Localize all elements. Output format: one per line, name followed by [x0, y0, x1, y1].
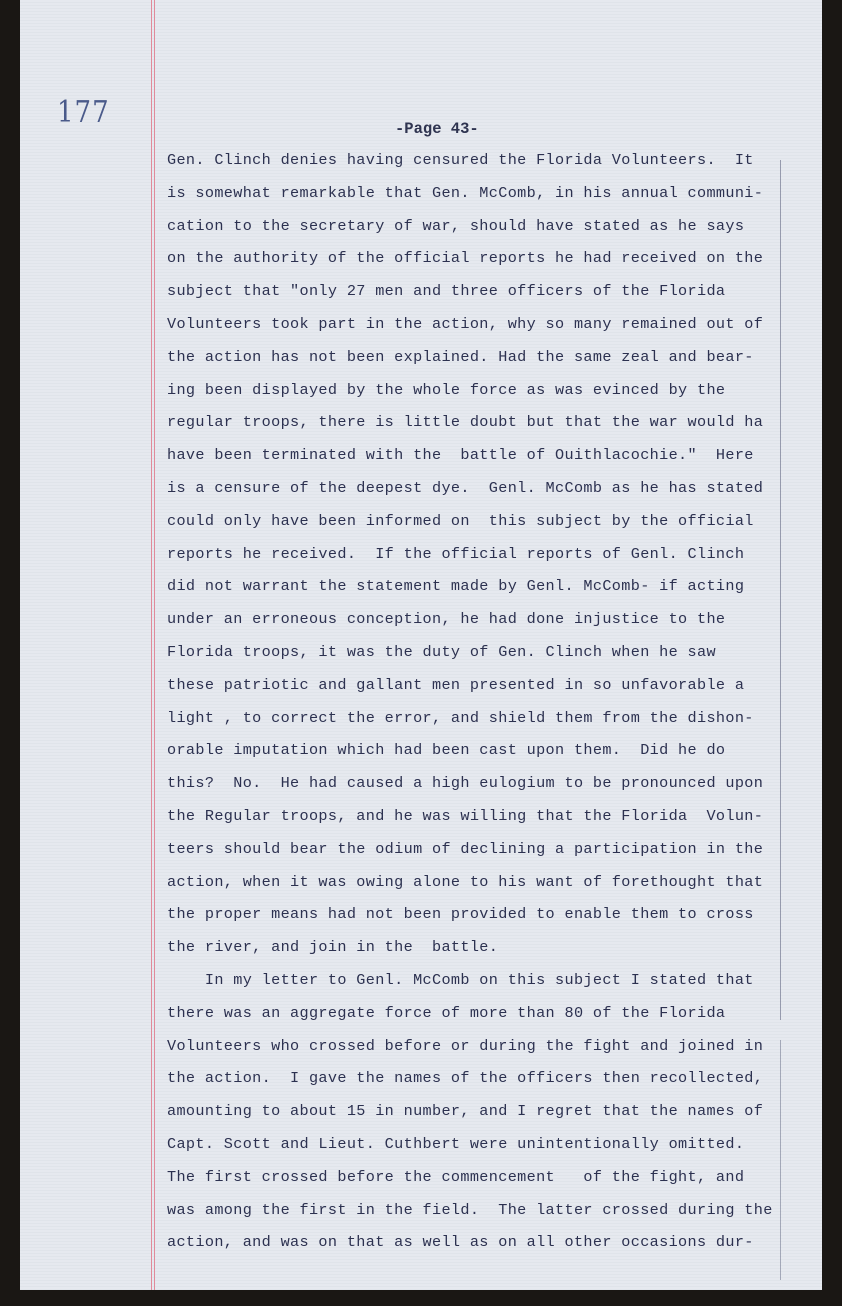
text-line: Gen. Clinch denies having censured the Florida Volunteers. It: [167, 151, 754, 169]
text-line: could only have been informed on this subject by the official: [167, 511, 754, 530]
text-line: action, when it was owing alone to his want of forethought that: [167, 872, 764, 891]
left-margin-rule-inner: [154, 0, 155, 1290]
text-line: The first crossed before the commencement of the fight, and: [167, 1167, 745, 1186]
text-line: have been terminated with the battle of Ouithlacochie." Here: [167, 446, 754, 465]
text-line: did not warrant the statement made by Genl. McComb- if acting: [167, 577, 745, 596]
text-line: was among the first in the field. The latter crossed during the: [167, 1200, 773, 1219]
text-line: subject that "only 27 men and three officers of the Florida: [167, 282, 726, 301]
text-line: regular troops, there is little doubt but that the war would ha: [167, 413, 764, 432]
text-line: In my letter to Genl. McComb on this subject I stated that: [167, 971, 754, 989]
text-line: on the authority of the official reports he had received on the: [167, 249, 764, 268]
text-line: the river, and join in the battle.: [167, 938, 499, 957]
text-line: Florida troops, it was the duty of Gen. Clinch when he saw: [167, 643, 716, 661]
folio-number: 177: [57, 95, 110, 131]
text-line: is a censure of the deepest dye. Genl. McComb as he has stated: [167, 479, 764, 497]
left-margin-rule: [151, 0, 152, 1290]
text-line: amounting to about 15 in number, and I regret that the names of: [167, 1102, 764, 1121]
typescript-page: [20, 0, 822, 1290]
text-line: is somewhat remarkable that Gen. McComb, in his annual communi-: [167, 183, 764, 202]
text-line: the Regular troops, and he was willing that the Florida Volun-: [167, 807, 764, 825]
text-line: Capt. Scott and Lieut. Cuthbert were unintentionally omitted.: [167, 1135, 745, 1153]
text-line: reports he received. If the official reports of Genl. Clinch: [167, 544, 745, 563]
text-line: these patriotic and gallant men presented in so unfavorable a: [167, 675, 745, 694]
text-line: the action. I gave the names of the officers then recollected,: [167, 1069, 764, 1088]
page-heading: -Page 43-: [395, 120, 479, 138]
text-line: this? No. He had caused a high eulogium to be pronounced upon: [167, 774, 764, 793]
text-line: under an erroneous conception, he had done injustice to the: [167, 610, 726, 629]
text-line: teers should bear the odium of declining a participation in the: [167, 839, 764, 858]
right-edge-mark-lower: [780, 1040, 781, 1280]
text-line: cation to the secretary of war, should have stated as he says: [167, 216, 745, 235]
text-line: Volunteers took part in the action, why so many remained out of: [167, 315, 764, 333]
text-line: light , to correct the error, and shield them from the dishon-: [167, 708, 754, 727]
right-edge-mark: [780, 160, 781, 1020]
text-line: there was an aggregate force of more than 80 of the Florida: [167, 1003, 726, 1022]
text-line: action, and was on that as well as on all other occasions dur-: [167, 1233, 754, 1252]
text-line: the proper means had not been provided to enable them to cross: [167, 905, 754, 924]
text-line: Volunteers who crossed before or during the fight and joined in: [167, 1036, 764, 1055]
text-line: the action has not been explained. Had the same zeal and bear-: [167, 347, 754, 366]
text-line: ing been displayed by the whole force as was evinced by the: [167, 380, 726, 399]
text-line: orable imputation which had been cast upon them. Did he do: [167, 741, 726, 760]
